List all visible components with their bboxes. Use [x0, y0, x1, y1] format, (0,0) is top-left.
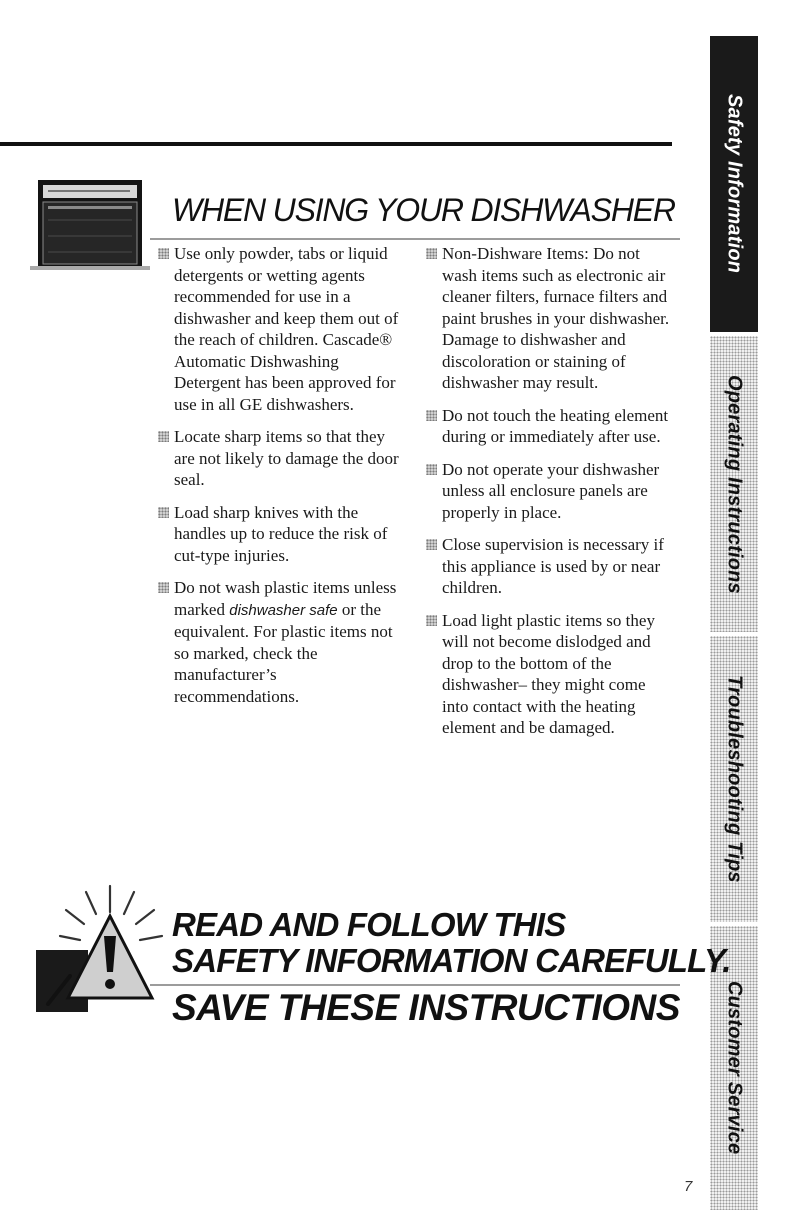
bullet-icon	[158, 582, 169, 593]
list-item	[158, 502, 402, 567]
warning-rule	[150, 984, 680, 986]
item-text: Do not operate your dishwasher unless all enclosure panels are properly in place.	[442, 459, 660, 522]
section-title: WHEN USING YOUR DISHWASHER	[172, 192, 675, 228]
item-text: Do not touch the heating element during or immediately after use.	[442, 405, 669, 446]
tab-label: Operating Instructions	[723, 374, 746, 594]
item-text: Close supervision is necessary if this appliance is used by or near children.	[442, 535, 664, 597]
list-item	[158, 577, 402, 707]
item-text: Load light plastic items so they will not become dislodged and drop to the bottom of the dishwasher– they might come into contact with the heating element and be damaged.	[442, 610, 655, 737]
dishwasher-icon	[30, 178, 150, 270]
item-text: Do not wash plastic items unless marked	[174, 578, 397, 619]
list-item	[158, 243, 402, 415]
bullet-icon	[426, 615, 437, 626]
tab-operating-instructions[interactable]	[710, 336, 758, 632]
bullet-icon	[158, 507, 169, 518]
item-text: Locate sharp items so that they are not likely to damage the door seal.	[174, 427, 399, 489]
top-rule	[0, 142, 672, 146]
bullet-icon	[426, 248, 437, 259]
tab-label: Safety Information	[723, 94, 746, 274]
tab-label: Troubleshooting Tips	[723, 675, 746, 883]
list-item	[426, 534, 670, 599]
item-text: Use only powder, tabs or liquid detergents or wetting agents recommended for use in a dishwasher and keep them out of the reach of children. Cascade® Automatic Dishwashing Detergent has been approved for use in all GE dishwashers.	[174, 244, 399, 414]
item-text: or the equivalent. For plastic items not so marked, check the manufacturer’s recommendations.	[174, 599, 393, 706]
save-instructions-heading: SAVE THESE INSTRUCTIONS	[172, 987, 680, 1028]
bullet-icon	[426, 464, 437, 475]
item-text: Load sharp knives with the handles up to reduce the risk of cut-type injuries.	[174, 502, 388, 565]
warning-line-2: SAFETY INFORMATION CAREFULLY.	[172, 942, 731, 979]
list-item	[426, 459, 670, 524]
page-number: 7	[684, 1178, 693, 1195]
tab-label: Customer Service	[723, 981, 746, 1155]
section-tabs	[710, 36, 758, 1210]
left-column	[158, 243, 402, 718]
bullet-icon	[158, 248, 169, 259]
list-item	[158, 426, 402, 491]
list-item	[426, 243, 670, 394]
bullet-icon	[158, 431, 169, 442]
item-text: Non-Dishware Items: Do not wash items such as electronic air cleaner filters, furnace filters and paint brushes in your dishwasher. Damage to dishwasher and discoloration or staining of dishwasher may result.	[442, 244, 670, 392]
item-emphasis: dishwasher safe	[229, 601, 338, 619]
tab-safety-information[interactable]	[710, 36, 758, 332]
bullet-icon	[426, 539, 437, 550]
title-rule	[150, 238, 680, 240]
right-column	[426, 243, 670, 750]
list-item	[426, 405, 670, 448]
warning-icon	[22, 866, 172, 1012]
warning-line-1: READ AND FOLLOW THIS	[172, 906, 566, 943]
tab-troubleshooting-tips[interactable]	[710, 636, 758, 922]
list-item	[426, 610, 670, 739]
bullet-icon	[426, 410, 437, 421]
